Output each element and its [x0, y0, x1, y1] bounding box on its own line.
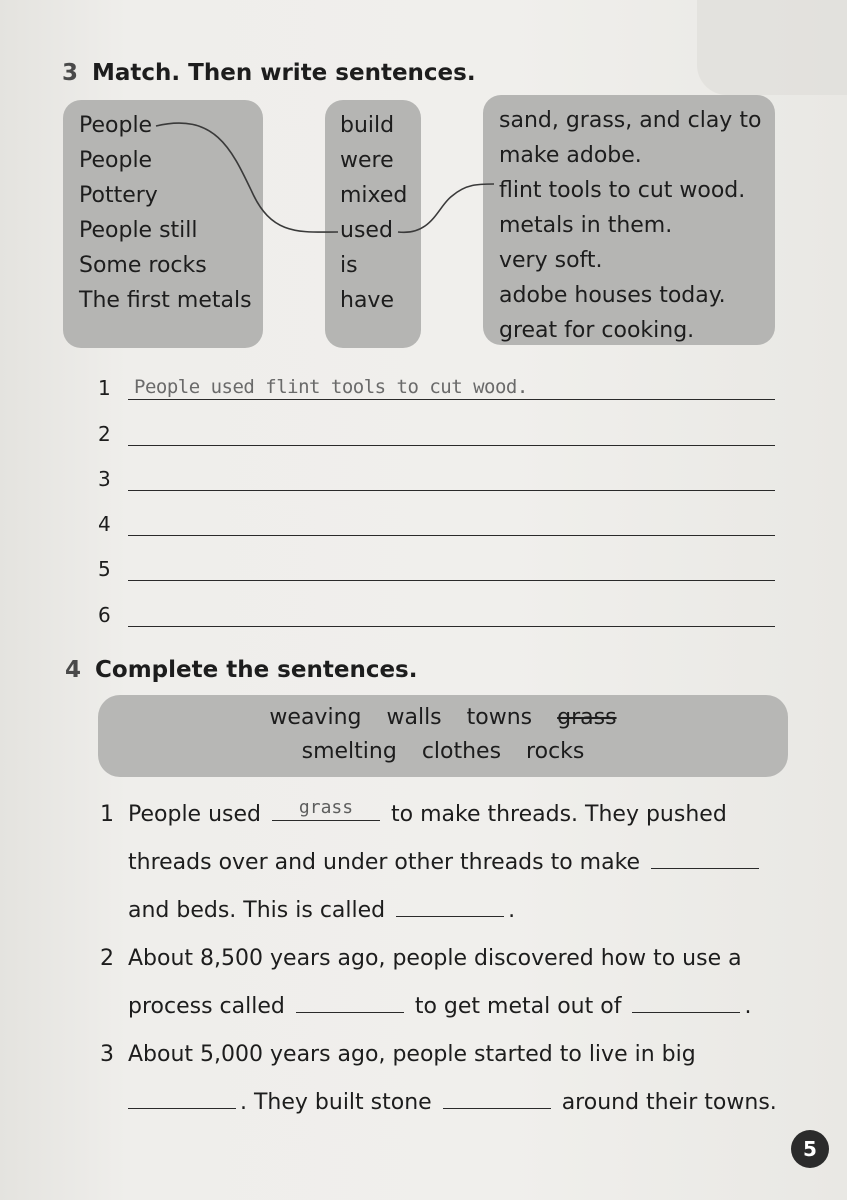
- ending-item: sand, grass, and clay to: [499, 108, 762, 133]
- line-number: 4: [98, 512, 111, 536]
- sentence-text: process called: [128, 994, 285, 1019]
- sentence-text: to get metal out of: [414, 994, 622, 1019]
- answer-blank[interactable]: [632, 994, 740, 1013]
- line-number: 6: [98, 603, 111, 627]
- ending-item: make adobe.: [499, 143, 642, 168]
- verb-item: build: [340, 113, 395, 138]
- ending-item: metals in them.: [499, 213, 673, 238]
- sentence-1-line-1: [100, 797, 727, 827]
- word-bank-word: smelting: [301, 739, 397, 764]
- sentence-text: About 8,500 years ago, people discovered how to use a: [128, 946, 742, 971]
- sentence-1-line-3: [128, 898, 515, 923]
- sentence-text: and beds. This is called: [128, 898, 386, 923]
- line-rule: [128, 445, 775, 446]
- line-rule: [128, 580, 775, 581]
- subject-item: People still: [79, 218, 198, 243]
- subject-item: Some rocks: [79, 253, 207, 278]
- sentence-text: People used: [128, 802, 261, 827]
- answer-blank[interactable]: [272, 797, 380, 821]
- sentence-3-line-1: [100, 1042, 696, 1067]
- word-bank-row-1: [98, 705, 788, 730]
- sentence-1-line-2: [128, 850, 763, 875]
- subject-item: Pottery: [79, 183, 158, 208]
- handwritten-answer: grass: [298, 797, 354, 818]
- sentence-text: .: [508, 898, 516, 923]
- write-line[interactable]: [98, 508, 775, 538]
- line-rule: [128, 626, 775, 627]
- verb-item: used: [340, 218, 393, 243]
- sentence-text: .: [744, 994, 752, 1019]
- sentence-number: 2: [100, 946, 114, 971]
- verb-item: were: [340, 148, 394, 173]
- sentence-text: . They built stone: [240, 1090, 432, 1115]
- line-rule: [128, 490, 775, 491]
- line-rule: [128, 535, 775, 536]
- sentence-3-line-2: [128, 1090, 777, 1115]
- word-bank-word: towns: [466, 705, 533, 730]
- sentence-2-line-2: [128, 994, 751, 1019]
- answer-blank[interactable]: [396, 898, 504, 917]
- write-line[interactable]: [98, 553, 775, 583]
- word-bank-word: walls: [386, 705, 442, 730]
- ending-item: adobe houses today.: [499, 283, 726, 308]
- sentence-text: to make threads. They pushed: [391, 802, 727, 827]
- sentence-text: around their towns.: [561, 1090, 777, 1115]
- word-bank-word: rocks: [526, 739, 585, 764]
- exercise-4-title: Complete the sentences.: [95, 657, 418, 683]
- line-number: 2: [98, 422, 111, 446]
- verb-item: mixed: [340, 183, 408, 208]
- write-line[interactable]: [98, 418, 775, 448]
- sentence-text: About 5,000 years ago, people started to live in big: [128, 1042, 696, 1067]
- match-connector-lines: [0, 0, 847, 400]
- ending-item: very soft.: [499, 248, 603, 273]
- line-number: 5: [98, 557, 111, 581]
- ending-item: great for cooking.: [499, 318, 695, 343]
- word-bank: [98, 695, 788, 777]
- sentence-number: 1: [100, 802, 114, 827]
- exercise-4-number: 4: [65, 657, 82, 683]
- ending-item: flint tools to cut wood.: [499, 178, 746, 203]
- write-line[interactable]: [98, 463, 775, 493]
- answer-blank[interactable]: [443, 1090, 551, 1109]
- word-bank-row-2: [98, 739, 788, 764]
- exercise-3-number: 3: [62, 60, 79, 86]
- write-line[interactable]: [98, 372, 775, 402]
- exercise-3-title: Match. Then write sentences.: [92, 60, 476, 86]
- answer-blank[interactable]: [651, 850, 759, 869]
- sentence-text: threads over and under other threads to make: [128, 850, 641, 875]
- connector-people-used: [156, 123, 338, 232]
- word-bank-word-crossed: grass: [557, 705, 617, 730]
- word-bank-word: weaving: [269, 705, 362, 730]
- handwritten-answer: People used flint tools to cut wood.: [134, 376, 528, 398]
- line-rule: [128, 399, 775, 400]
- answer-blank[interactable]: [128, 1090, 236, 1109]
- page-number-badge: 5: [791, 1130, 829, 1168]
- line-number: 3: [98, 467, 111, 491]
- line-number: 1: [98, 376, 111, 400]
- sentence-2-line-1: [100, 946, 742, 971]
- exercise-4-heading: [65, 657, 417, 683]
- word-bank-word: clothes: [421, 739, 502, 764]
- answer-blank[interactable]: [296, 994, 404, 1013]
- subject-item: The first metals: [79, 288, 252, 313]
- write-line[interactable]: [98, 599, 775, 629]
- verb-item: is: [340, 253, 358, 278]
- subject-item: People: [79, 148, 153, 173]
- verb-item: have: [340, 288, 394, 313]
- connector-used-flint: [398, 184, 494, 232]
- subject-item: People: [79, 113, 153, 138]
- sentence-number: 3: [100, 1042, 114, 1067]
